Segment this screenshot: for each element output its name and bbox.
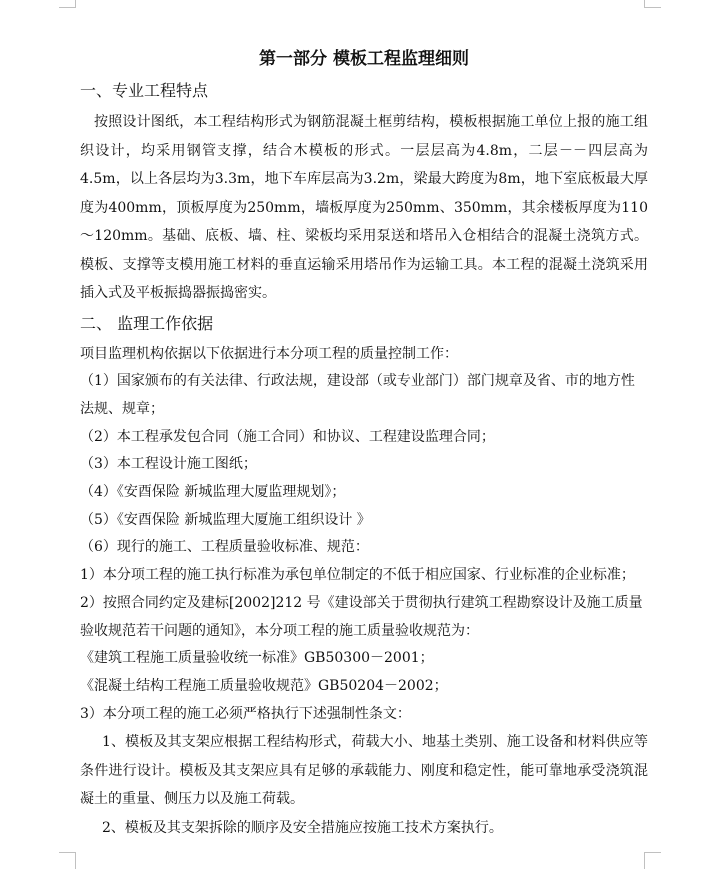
basis-item-3: （3）本工程设计施工图纸； — [80, 456, 257, 473]
mandatory-clause-1: 1、模板及其支架应根据工程结构形式，荷载大小、地基土类别、施工设备和材料供应等条件进行设计。模板及其支架应具有足够的承载能力、刚度和稳定性，能可靠地承受浇筑混凝土的重量、侧压力以及施工荷载。 — [80, 734, 648, 808]
basis-item-1: （1）国家颁布的有关法律、行政法规，建设部（或专业部门）部门规章及省、市的地方性法规、规章； — [80, 373, 635, 417]
crop-mark-bottom-left — [59, 852, 76, 869]
mandatory-clause-2: 2、模板及其支架拆除的顺序及安全措施应按施工技术方案执行。 — [102, 819, 503, 836]
basis-item-6: （6）现行的施工、工程质量验收标准、规范： — [80, 539, 369, 556]
spec-gb50204: 《混凝土结构工程施工质量验收规范》GB50204－2002； — [80, 677, 448, 694]
crop-mark-top-left — [59, 0, 76, 8]
crop-mark-bottom-right — [644, 852, 661, 869]
standard-item-2: 2）按照合同约定及建标[2002]212 号《建设部关于贯彻执行建筑工程勘察设计及施工质量验收规范若干问题的通知》，本分项工程的施工质量验收规范为： — [80, 594, 643, 639]
spec-gb50300: 《建筑工程施工质量验收统一标准》GB50300－2001； — [80, 650, 434, 667]
document-title: 第一部分 模板工程监理细则 — [259, 49, 469, 69]
basis-item-2: （2）本工程承发包合同（施工合同）和协议、工程建设监理合同； — [80, 428, 495, 445]
standard-item-1: 1）本分项工程的施工执行标准为承包单位制定的不低于相应国家、行业标准的企业标准； — [80, 567, 635, 584]
section-1-heading: 一、专业工程特点 — [80, 81, 209, 100]
document-page — [80, 44, 648, 842]
crop-mark-top-right — [644, 0, 661, 8]
basis-item-4: （4）《安酉保险 新城监理大厦监理规划》； — [80, 484, 346, 501]
section-1-body: 按照设计图纸，本工程结构形式为钢筋混凝土框剪结构，模板根据施工单位上报的施工组织设计，均采用钢管支撑，结合木模板的形式。一层层高为4.8m，二层－－四层高为4.5m，以上各层均为3.3m，地下车库层高为3.2m，梁最大跨度为8m，地下室底板最大厚度为400mm，顶板厚度为250mm，墙板厚度为250mm、350mm，其余楼板厚度为110～120mm。基础、底板、墙、柱、梁板均采用泵送和塔吊入仓相结合的混凝土浇筑方式。模板、支撑等支模用施工材料的垂直运输采用塔吊作为运输工具。本工程的混凝土浇筑采用插入式及平板振捣器振捣密实。 — [80, 114, 648, 301]
basis-item-5: （5）《安酉保险 新城监理大厦施工组织设计 》 — [80, 511, 371, 528]
standard-item-3: 3）本分项工程的施工必须严格执行下述强制性条文： — [80, 705, 411, 722]
section-2-heading: 二、 监理工作依据 — [80, 313, 214, 333]
section-2-intro: 项目监理机构依据以下依据进行本分项工程的质量控制工作： — [80, 345, 458, 362]
